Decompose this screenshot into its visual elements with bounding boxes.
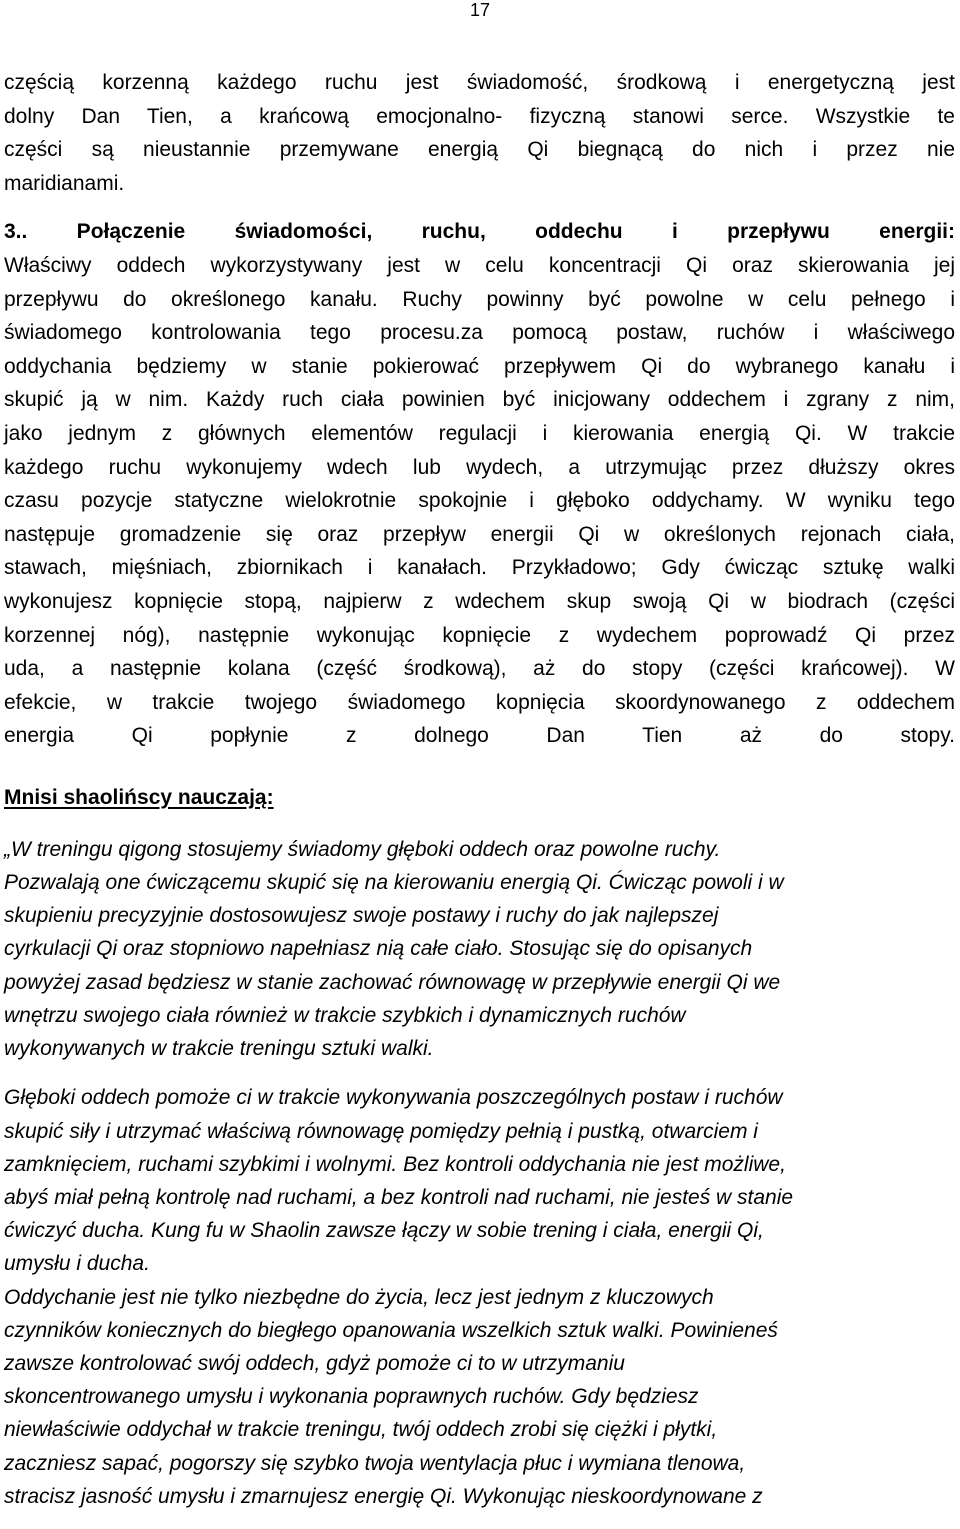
text-line: skupić ją w nim. Każdy ruch ciała powinien być inicjowany oddechem i zgrany z nim, bbox=[4, 388, 955, 412]
text-line: świadomego kontrolowania tego procesu.za pomocą postaw, ruchów i właściwego bbox=[4, 321, 955, 345]
text-line: przepływu do określonego kanału. Ruchy powinny być powolne w celu pełnego i bbox=[4, 287, 955, 311]
text-line: częścią korzenną każdego ruchu jest świadomość, środkową i energetyczną jest bbox=[4, 71, 955, 94]
paragraph-breath-energy bbox=[4, 215, 955, 753]
text-line: części są nieustannie przemywane energią Qi biegnącą do nich i przez nie bbox=[4, 138, 955, 162]
quote-line: Pozwalają one ćwiczącemu skupić się na kierowaniu energią Qi. Ćwicząc powoli i w bbox=[4, 871, 784, 895]
quote-line: czynników koniecznych do biegłego opanowania wszelkich sztuk walki. Powinieneś bbox=[4, 1318, 778, 1342]
quote-line: zawsze kontrolować swój oddech, gdyż pomoże ci to w utrzymaniu bbox=[4, 1351, 625, 1375]
text-line: czasu pozycje statyczne wielokrotnie spokojnie i głęboko oddychamy. W wyniku tego bbox=[4, 489, 955, 513]
section-heading: Mnisi shaolińscy nauczają: bbox=[4, 785, 274, 809]
quote-line: skupieniu precyzyjnie dostosowujesz swoje postawy i ruchy do jak najlepszej bbox=[4, 904, 719, 928]
text-line: uda, a następnie kolana (część środkową), aż do stopy (części krańcowej). W bbox=[4, 657, 955, 681]
quote-line: abyś miał pełną kontrolę nad ruchami, a bez kontroli nad ruchami, nie jesteś w stanie bbox=[4, 1185, 794, 1209]
quote-line: „W treningu qigong stosujemy świadomy głęboki oddech oraz powolne ruchy. bbox=[4, 837, 721, 861]
page-number: 17 bbox=[469, 0, 491, 20]
quote-line: powyżej zasad będziesz w stanie zachować równowagę w przepływie energii Qi we bbox=[4, 970, 781, 994]
quote-line: cyrkulacji Qi oraz stopniowo napełniasz nią całe ciało. Stosując się do opisanych bbox=[4, 937, 753, 961]
quote-line: stracisz jasność umysłu i zmarnujesz energię Qi. Wykonując nieskoordynowane z bbox=[4, 1484, 763, 1508]
quote-line: Oddychanie jest nie tylko niezbędne do życia, lecz jest jednym z kluczowych bbox=[4, 1285, 714, 1309]
text-line: oddychania będziemy w stanie pokierować przepływem Qi do wybranego kanału i bbox=[4, 354, 955, 378]
quote-line: wnętrzu swojego ciała również w trakcie szybkich i dynamicznych ruchów bbox=[4, 1003, 686, 1027]
quote-line: skoncentrowanego umysłu i wykonania poprawnych ruchów. Gdy będziesz bbox=[4, 1385, 699, 1409]
text-line: każdego ruchu wykonujemy wdech lub wydech, a utrzymując przez dłuższy okres bbox=[4, 455, 955, 479]
quote-line: niewłaściwie oddychał w trakcie treningu, twój oddech zrobi się ciężki i płytki, bbox=[4, 1418, 718, 1442]
quote-line: ćwiczyć ducha. Kung fu w Shaolin zawsze łączy w sobie trening i ciała, energii Qi, bbox=[4, 1219, 764, 1243]
text-line: dolny Dan Tien, a krańcową emocjonalno- fizyczną stanowi serce. Wszystkie te bbox=[4, 104, 955, 128]
quote-line: Głęboki oddech pomoże ci w trakcie wykonywania poszczególnych postaw i ruchów bbox=[4, 1086, 783, 1110]
document-body bbox=[4, 66, 955, 1513]
quote-block-1 bbox=[4, 833, 955, 1065]
text-line: Właściwy oddech wykorzystywany jest w celu koncentracji Qi oraz skierowania jej bbox=[4, 253, 955, 277]
quote-line: wykonywanych w trakcie treningu sztuki walki. bbox=[4, 1037, 434, 1061]
text-line: wykonujesz kopnięcie stopą, najpierw z wdechem skup swoją Qi w biodrach (części bbox=[4, 589, 955, 613]
quote-line: skupić siły i utrzymać właściwą równowagę pomiędzy pełnią i pustką, otwarciem i bbox=[4, 1119, 758, 1143]
quote-line: zamknięciem, ruchami szybkimi i wolnymi. Bez kontroli oddychania nie jest możliwe, bbox=[4, 1152, 786, 1176]
text-line: efekcie, w trakcie twojego świadomego kopnięcia skoordynowanego z oddechem bbox=[4, 690, 955, 714]
text-line: korzennej nóg), następnie wykonując kopnięcie z wydechem poprowadź Qi przez bbox=[4, 623, 955, 647]
text-line: maridianami. bbox=[4, 171, 125, 195]
quote-block-2 bbox=[4, 1081, 955, 1513]
text-line: stawach, mięśniach, zbiornikach i kanałach. Przykładowo; Gdy ćwicząc sztukę walki bbox=[4, 556, 955, 580]
paragraph-intro bbox=[4, 66, 955, 200]
text-line: jako jednym z głównych elementów regulacji i kierowania energią Qi. W trakcie bbox=[4, 421, 955, 445]
numbered-subheading: 3.. Połączenie świadomości, ruchu, oddechu i przepływu energii: bbox=[4, 220, 955, 244]
text-line: energia Qi popłynie z dolnego Dan Tien aż do stopy. bbox=[4, 724, 955, 748]
quote-line: zaczniesz sapać, pogorszy się szybko twoja wentylacja płuc i wymiana tlenowa, bbox=[4, 1451, 746, 1475]
text-line: następuje gromadzenie się oraz przepływ energii Qi w określonych rejonach ciała, bbox=[4, 522, 955, 546]
quote-line: umysłu i ducha. bbox=[4, 1252, 150, 1276]
